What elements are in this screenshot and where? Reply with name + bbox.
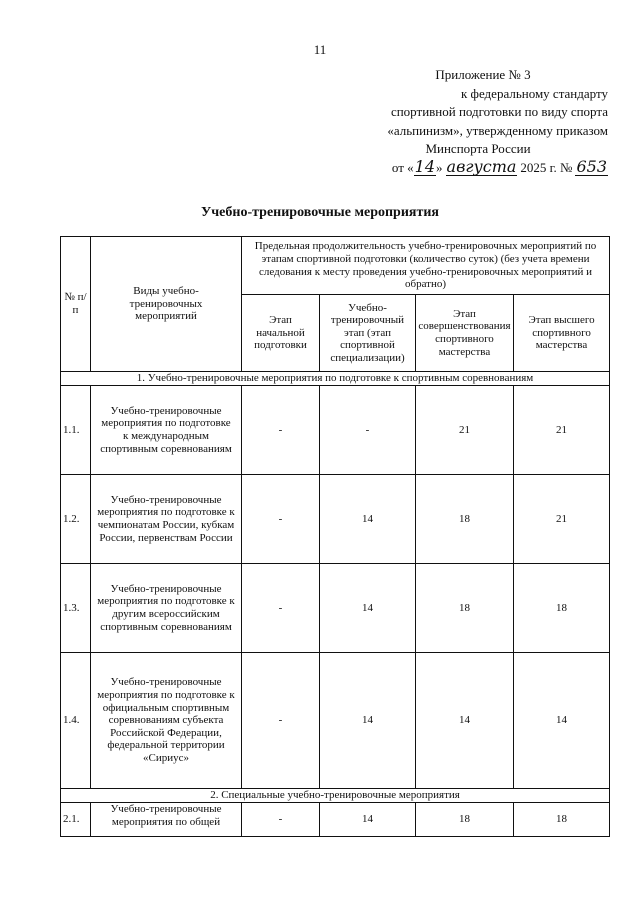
- appendix-line-1: Приложение № 3: [435, 67, 531, 82]
- row-value-stage4: 14: [514, 653, 610, 789]
- appendix-line-5: Минспорта России: [425, 141, 531, 156]
- row-value-stage3: 18: [416, 564, 514, 653]
- row-value-stage2: 14: [320, 475, 416, 564]
- row-name: Учебно-тренировочные мероприятия по подготовке к другим всероссийским спортивным соревнованиям: [91, 564, 242, 653]
- row-name: Учебно-тренировочные мероприятия по подготовке к чемпионатам России, кубкам России, первенствам России: [91, 475, 242, 564]
- row-value-stage1: -: [242, 564, 320, 653]
- section-row-2: [61, 789, 610, 803]
- row-num: 1.1.: [61, 386, 91, 475]
- table-header-row: [61, 237, 610, 295]
- row-value-stage3: 14: [416, 653, 514, 789]
- header-duration: Предельная продолжительность учебно-тренировочных мероприятий по этапам спортивной подготовки (количество суток) (без учета времени следования к месту проведения учебно-тренировочных мероприятий и обратно): [242, 237, 610, 295]
- row-num: 1.3.: [61, 564, 91, 653]
- training-events-table: [60, 236, 610, 837]
- row-name: Учебно-тренировочные мероприятия по общей: [91, 803, 242, 837]
- row-value-stage1: -: [242, 386, 320, 475]
- row-value-stage2: 14: [320, 803, 416, 837]
- section-2-title: 2. Специальные учебно-тренировочные мероприятия: [61, 789, 610, 803]
- appendix-line-4: «альпинизм», утвержденному приказом: [387, 122, 608, 138]
- header-stage-highest: Этап высшего спортивного мастерства: [514, 295, 610, 372]
- header-kinds: Виды учебно-тренировочных мероприятий: [91, 237, 242, 372]
- row-value-stage1: -: [242, 803, 320, 837]
- order-number-handwritten: 653: [576, 156, 607, 176]
- row-num: 1.2.: [61, 475, 91, 564]
- row-value-stage1: -: [242, 475, 320, 564]
- row-value-stage3: 18: [416, 803, 514, 837]
- row-value-stage2: 14: [320, 564, 416, 653]
- row-value-stage4: 21: [514, 386, 610, 475]
- row-value-stage4: 18: [514, 803, 610, 837]
- section-1-title: 1. Учебно-тренировочные мероприятия по подготовке к спортивным соревнованиям: [61, 372, 610, 386]
- table-row: [61, 653, 610, 789]
- row-value-stage4: 18: [514, 564, 610, 653]
- table-row: [61, 475, 610, 564]
- table-row: [61, 564, 610, 653]
- row-value-stage3: 18: [416, 475, 514, 564]
- date-day-handwritten: 14: [414, 156, 436, 176]
- header-stage-training: Учебно-тренировочный этап (этап спортивной специализации): [320, 295, 416, 372]
- row-value-stage2: -: [320, 386, 416, 475]
- appendix-block: [288, 66, 608, 177]
- row-num: 1.4.: [61, 653, 91, 789]
- date-prefix: от «: [391, 159, 414, 175]
- appendix-line-3: спортивной подготовки по виду спорта: [390, 104, 608, 119]
- document-title: Учебно-тренировочные мероприятия: [201, 205, 439, 220]
- date-year: 2025 г. №: [520, 159, 573, 175]
- header-num: № п/п: [61, 237, 91, 372]
- appendix-line-2: к федеральному стандарту: [460, 85, 608, 101]
- row-value-stage4: 21: [514, 475, 610, 564]
- date-month-handwritten: августа: [446, 156, 517, 176]
- row-value-stage2: 14: [320, 653, 416, 789]
- header-stage-initial: Этап начальной подготовки: [242, 295, 320, 372]
- table-row: [61, 386, 610, 475]
- header-stage-improvement: Этап совершенствования спортивного мастерства: [416, 295, 514, 372]
- row-num: 2.1.: [61, 803, 91, 837]
- appendix-date-line: [288, 156, 608, 178]
- row-value-stage1: -: [242, 653, 320, 789]
- row-value-stage3: 21: [416, 386, 514, 475]
- table-row: [61, 803, 610, 837]
- section-row-1: [61, 372, 610, 386]
- row-name: Учебно-тренировочные мероприятия по подготовке к международным спортивным соревнованиям: [91, 386, 242, 475]
- page-number: 11: [313, 42, 327, 57]
- row-name: Учебно-тренировочные мероприятия по подготовке к официальным спортивным соревнованиям субъекта Российской Федерации, федеральной территории «Сириус»: [91, 653, 242, 789]
- date-mid: »: [436, 159, 443, 175]
